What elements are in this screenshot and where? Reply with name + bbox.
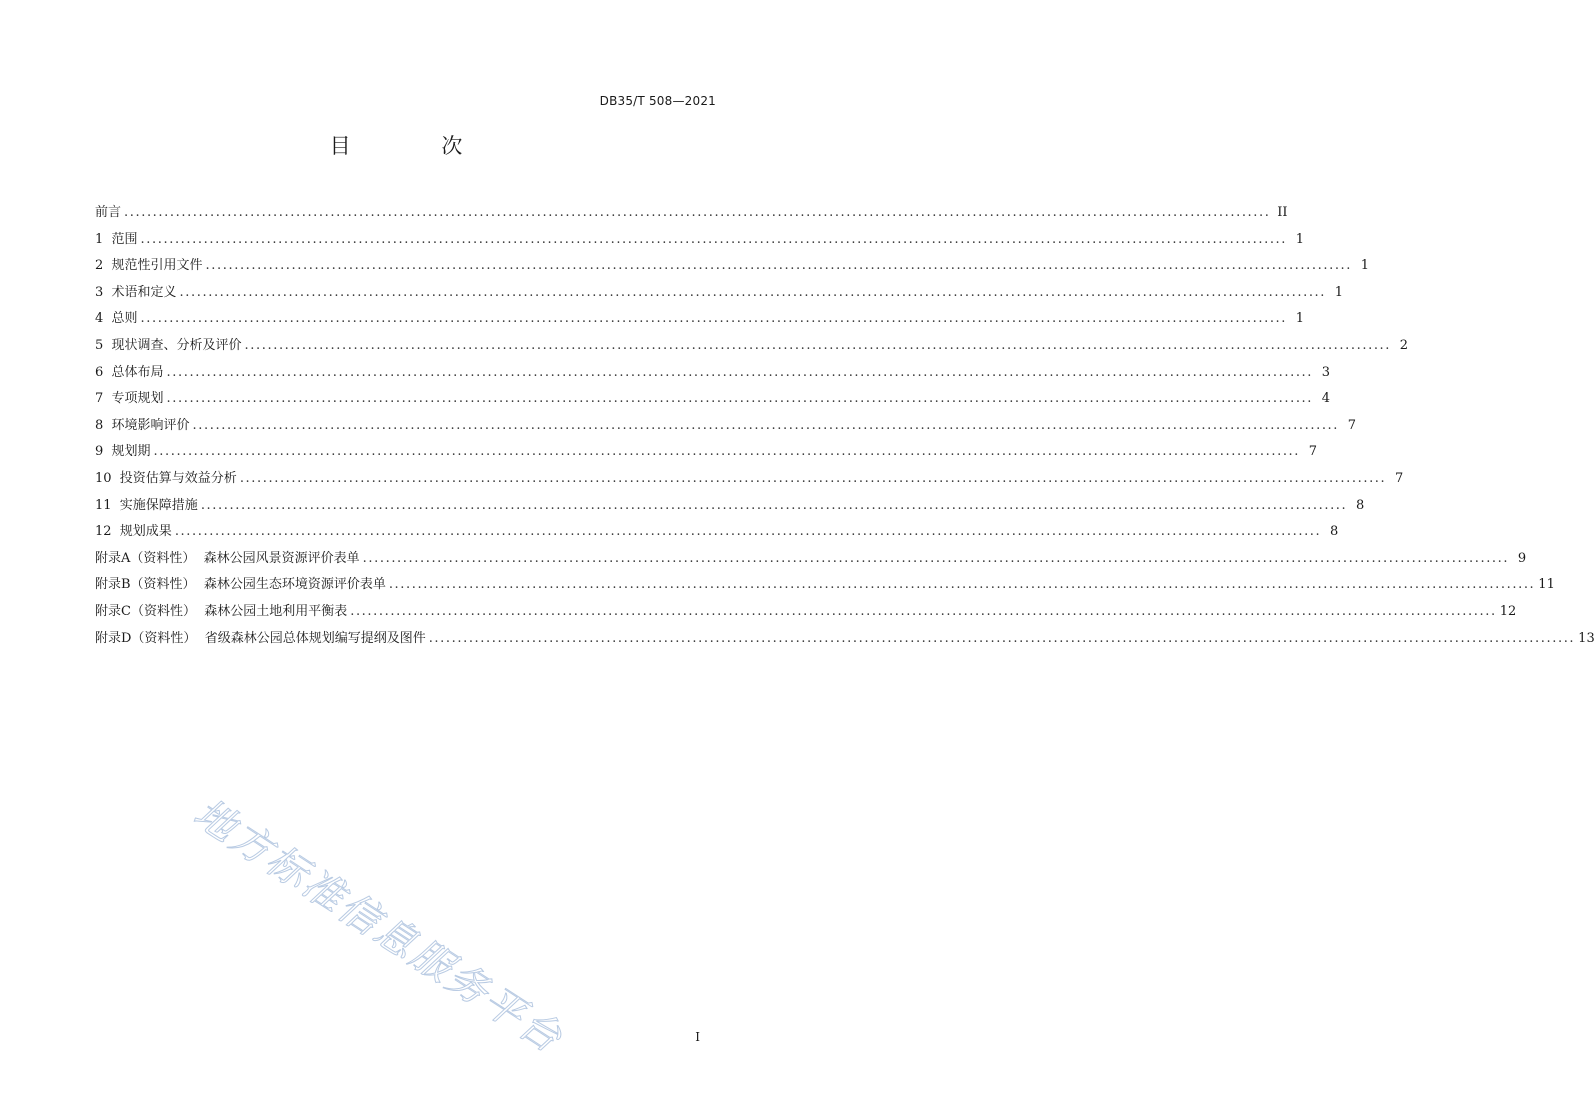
toc-leader-dots: ........................................................................................................................................................................................................ bbox=[166, 391, 1314, 407]
toc-entry-page: 11 bbox=[1538, 577, 1555, 593]
toc-entry-page: 2 bbox=[1399, 337, 1409, 353]
toc-entry-page: 13 bbox=[1578, 630, 1595, 646]
toc-entry-page: 4 bbox=[1321, 391, 1331, 407]
toc-entry-label: 附录D（资料性） 省级森林公园总体规划编写提纲及图件 bbox=[95, 630, 426, 646]
toc-entry[interactable] bbox=[95, 546, 1527, 573]
toc-entry[interactable] bbox=[95, 227, 1305, 254]
toc-entry[interactable] bbox=[95, 306, 1305, 333]
toc-entry-label: 7 专项规划 bbox=[95, 391, 164, 407]
toc-leader-dots: ........................................................................................................................................................................................................ bbox=[428, 630, 1576, 646]
toc-entry[interactable] bbox=[95, 200, 1288, 227]
toc-entry[interactable] bbox=[95, 439, 1318, 466]
toc-leader-dots: ........................................................................................................................................................................................................ bbox=[140, 311, 1288, 327]
toc-entry-label: 附录A（资料性） 森林公园风景资源评价表单 bbox=[95, 550, 360, 566]
toc-entry-page: 7 bbox=[1347, 417, 1357, 433]
toc-entry-page: 3 bbox=[1321, 364, 1331, 380]
toc-entry-page: II bbox=[1277, 205, 1288, 220]
document-code: DB35/T 508—2021 bbox=[599, 94, 716, 108]
toc-entry[interactable] bbox=[95, 519, 1339, 546]
toc-leader-dots: ........................................................................................................................................................................................................ bbox=[205, 258, 1353, 274]
page-number: I bbox=[695, 1030, 700, 1044]
toc-entry[interactable] bbox=[95, 360, 1331, 387]
toc-entry-label: 11 实施保障措施 bbox=[95, 497, 198, 513]
toc-entry-label: 8 环境影响评价 bbox=[95, 417, 190, 433]
toc-entry-label: 前言 bbox=[95, 205, 122, 220]
toc-entry-page: 9 bbox=[1517, 550, 1527, 566]
toc-leader-dots: ........................................................................................................................................................................................................ bbox=[200, 497, 1348, 513]
toc-entry-page: 8 bbox=[1330, 524, 1339, 540]
toc-leader-dots: ........................................................................................................................................................................................................ bbox=[244, 337, 1392, 353]
toc-entry[interactable] bbox=[95, 626, 1595, 653]
toc-entry-label: 6 总体布局 bbox=[95, 364, 164, 380]
toc-leader-dots: ........................................................................................................................................................................................................ bbox=[362, 550, 1510, 566]
toc-entry-label: 4 总则 bbox=[95, 311, 138, 327]
toc-leader-dots: ........................................................................................................................................................................................................ bbox=[153, 444, 1301, 460]
toc-entry-page: 8 bbox=[1356, 497, 1365, 513]
toc-leader-dots: ........................................................................................................................................................................................................ bbox=[174, 524, 1322, 540]
toc-entry-page: 12 bbox=[1499, 603, 1517, 619]
toc-entry[interactable] bbox=[95, 280, 1344, 307]
table-of-contents bbox=[95, 200, 1595, 652]
page-title: 目 次 bbox=[329, 134, 505, 158]
toc-leader-dots: ........................................................................................................................................................................................................ bbox=[192, 417, 1340, 433]
toc-entry-page: 1 bbox=[1295, 311, 1305, 327]
toc-entry-label: 附录C（资料性） 森林公园土地利用平衡表 bbox=[95, 603, 348, 619]
toc-entry-label: 10 投资估算与效益分析 bbox=[95, 470, 237, 486]
toc-entry[interactable] bbox=[95, 493, 1365, 520]
toc-leader-dots: ........................................................................................................................................................................................................ bbox=[350, 603, 1497, 619]
toc-entry-label: 5 现状调查、分析及评价 bbox=[95, 337, 242, 353]
toc-entry[interactable] bbox=[95, 599, 1517, 626]
toc-entry[interactable] bbox=[95, 466, 1404, 493]
toc-leader-dots: ........................................................................................................................................................................................................ bbox=[179, 284, 1327, 300]
toc-entry-page: 1 bbox=[1360, 258, 1370, 274]
toc-entry-label: 12 规划成果 bbox=[95, 524, 172, 540]
toc-entry-page: 7 bbox=[1395, 470, 1404, 486]
toc-entry[interactable] bbox=[95, 572, 1555, 599]
toc-leader-dots: ........................................................................................................................................................................................................ bbox=[239, 470, 1387, 486]
watermark-text: 地方标准信息服务平台 bbox=[185, 790, 572, 1063]
toc-entry-label: 2 规范性引用文件 bbox=[95, 258, 203, 274]
toc-leader-dots: ........................................................................................................................................................................................................ bbox=[166, 364, 1314, 380]
toc-entry-page: 1 bbox=[1295, 231, 1305, 247]
toc-entry-page: 1 bbox=[1334, 284, 1344, 300]
toc-entry-label: 9 规划期 bbox=[95, 444, 151, 460]
toc-leader-dots: ........................................................................................................................................................................................................ bbox=[140, 231, 1288, 247]
toc-entry-label: 3 术语和定义 bbox=[95, 284, 177, 300]
toc-leader-dots: ........................................................................................................................................................................................................ bbox=[124, 205, 1271, 220]
toc-entry-page: 7 bbox=[1308, 444, 1318, 460]
toc-entry[interactable] bbox=[95, 386, 1331, 413]
toc-entry-label: 附录B（资料性） 森林公园生态环境资源评价表单 bbox=[95, 577, 386, 593]
toc-leader-dots: ........................................................................................................................................................................................................ bbox=[388, 577, 1536, 593]
toc-entry[interactable] bbox=[95, 253, 1370, 280]
toc-entry[interactable] bbox=[95, 413, 1357, 440]
toc-entry-label: 1 范围 bbox=[95, 231, 138, 247]
toc-entry[interactable] bbox=[95, 333, 1409, 360]
